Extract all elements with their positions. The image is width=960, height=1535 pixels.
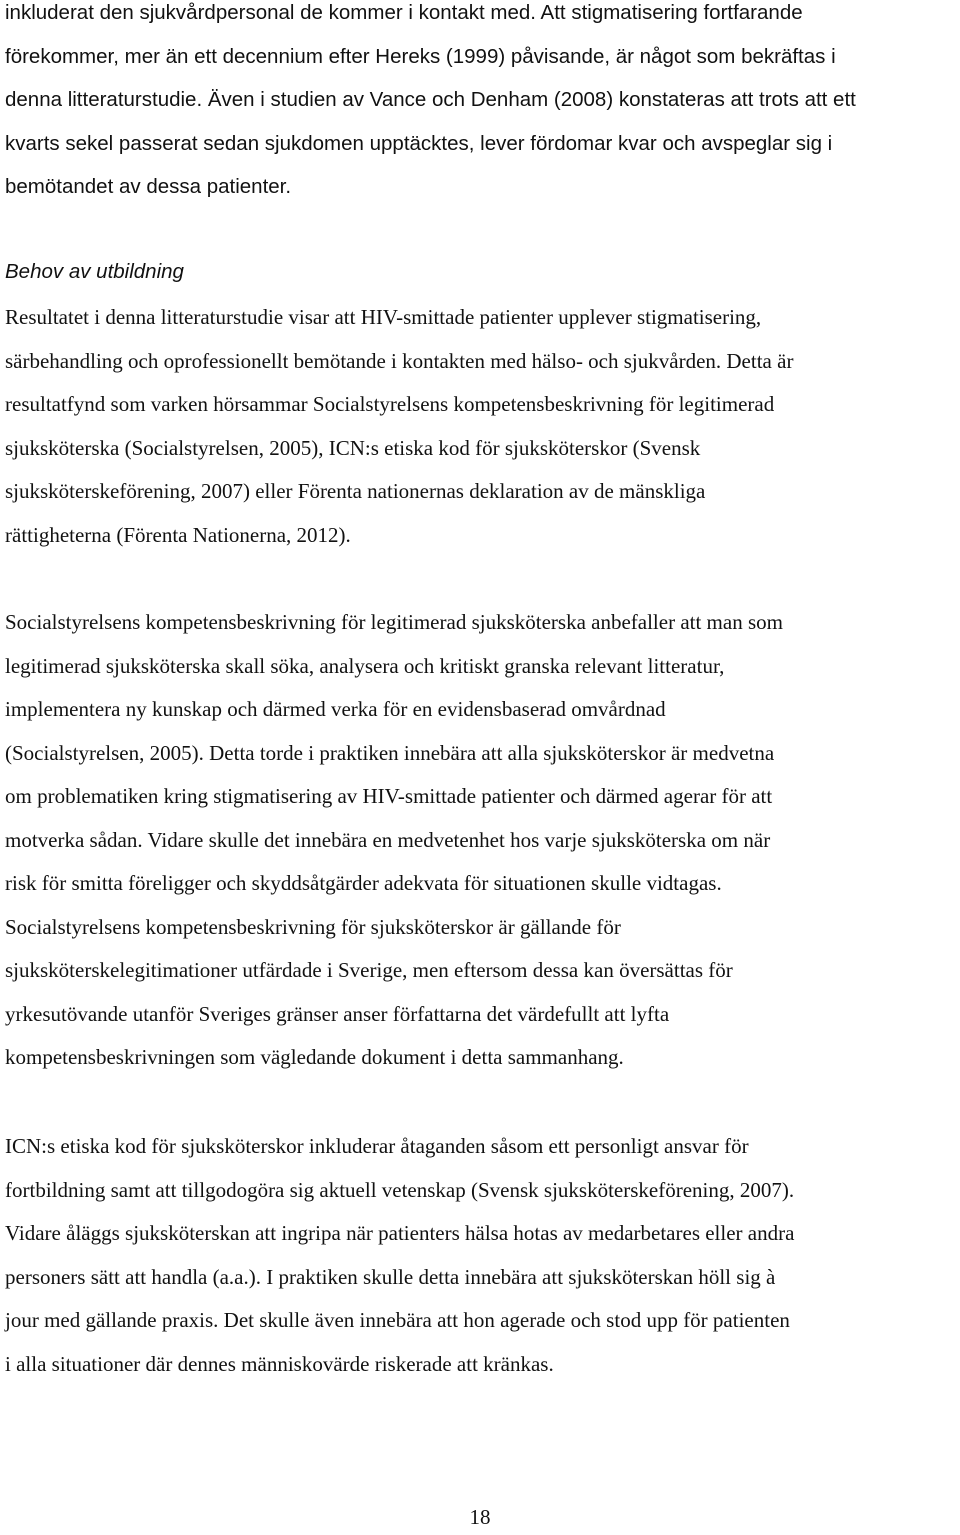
text-line: sjuksköterskeförening, 2007) eller Förenta nationernas deklaration av de mänskliga [5, 479, 706, 503]
text-line: Socialstyrelsens kompetensbeskrivning för sjuksköterskor är gällande för [5, 914, 621, 939]
text-line: personers sätt att handla (a.a.). I praktiken skulle detta innebära att sjuksköterskan höll sig à [5, 1264, 776, 1289]
text-line: Resultatet i denna litteraturstudie visar att HIV-smittade patienter upplever stigmatisering, [5, 305, 762, 329]
paragraph-icn [5, 1125, 794, 1386]
text-line: fortbildning samt att tillgodogöra sig aktuell vetenskap (Svensk sjuksköterskeförening, 2007). [5, 1177, 795, 1202]
text-line: sjuksköterskelegitimationer utfärdade i Sverige, men eftersom dessa kan översättas för [5, 958, 733, 982]
text-line: kompetensbeskrivningen som vägledande dokument i detta sammanhang. [5, 1045, 624, 1069]
text-line: yrkesutövande utanför Sveriges gränser anser författarna det värdefullt att lyfta [5, 1001, 670, 1026]
paragraph-competence [5, 601, 783, 1080]
text-line: om problematiken kring stigmatisering av HIV-smittade patienter och därmed agerar för att [5, 784, 773, 808]
text-line: resultatfynd som varken hörsammar Socialstyrelsens kompetensbeskrivning för legitimerad [5, 392, 775, 416]
text-line: Vidare åläggs sjuksköterskan att ingripa när patienters hälsa hotas av medarbetares eller andra [5, 1221, 795, 1245]
text-line: inkluderat den sjukvårdpersonal de kommer i kontakt med. Att stigmatisering fortfarande [5, 1, 803, 24]
page-number: 18 [469, 1505, 491, 1529]
text-line: i alla situationer där dennes människovärde riskerade att kränkas. [5, 1351, 554, 1376]
text-line: sjuksköterska (Socialstyrelsen, 2005), ICN:s etiska kod för sjuksköterskor (Svensk [5, 435, 701, 460]
text-line: förekommer, mer än ett decennium efter Hereks (1999) påvisande, är något som bekräftas i [5, 44, 836, 68]
text-line: risk för smitta föreligger och skyddsåtgärder adekvata för situationen skulle vidtagas. [5, 871, 722, 895]
text-line: bemötandet av dessa patienter. [5, 175, 292, 198]
text-line: rättigheterna (Förenta Nationerna, 2012). [5, 522, 351, 547]
text-line: ICN:s etiska kod för sjuksköterskor inkluderar åtaganden såsom ett personligt ansvar för [5, 1134, 749, 1158]
text-line: jour med gällande praxis. Det skulle även innebära att hon agerade och stod upp för patienten [5, 1308, 790, 1332]
text-line: särbehandling och oprofessionellt bemötande i kontakten med hälso- och sjukvården. Detta är [5, 348, 794, 373]
paragraph-results [5, 296, 793, 557]
intro-paragraph [5, 0, 856, 209]
text-line: implementera ny kunskap och därmed verka för en evidensbaserad omvårdnad [5, 697, 666, 721]
text-line: kvarts sekel passerat sedan sjukdomen upptäcktes, lever fördomar kvar och avspeglar sig i [5, 131, 833, 155]
section-heading: Behov av utbildning [5, 260, 184, 283]
text-line: legitimerad sjuksköterska skall söka, analysera och kritiskt granska relevant litteratur, [5, 653, 725, 678]
text-line: Socialstyrelsens kompetensbeskrivning för legitimerad sjuksköterska anbefaller att man som [5, 610, 783, 634]
text-line: denna litteraturstudie. Även i studien av Vance och Denham (2008) konstateras att trots att ett [5, 88, 856, 111]
text-line: motverka sådan. Vidare skulle det innebära en medvetenhet hos varje sjuksköterska om när [5, 827, 771, 852]
text-line: (Socialstyrelsen, 2005). Detta torde i praktiken innebära att alla sjuksköterskor är medvetna [5, 740, 775, 765]
